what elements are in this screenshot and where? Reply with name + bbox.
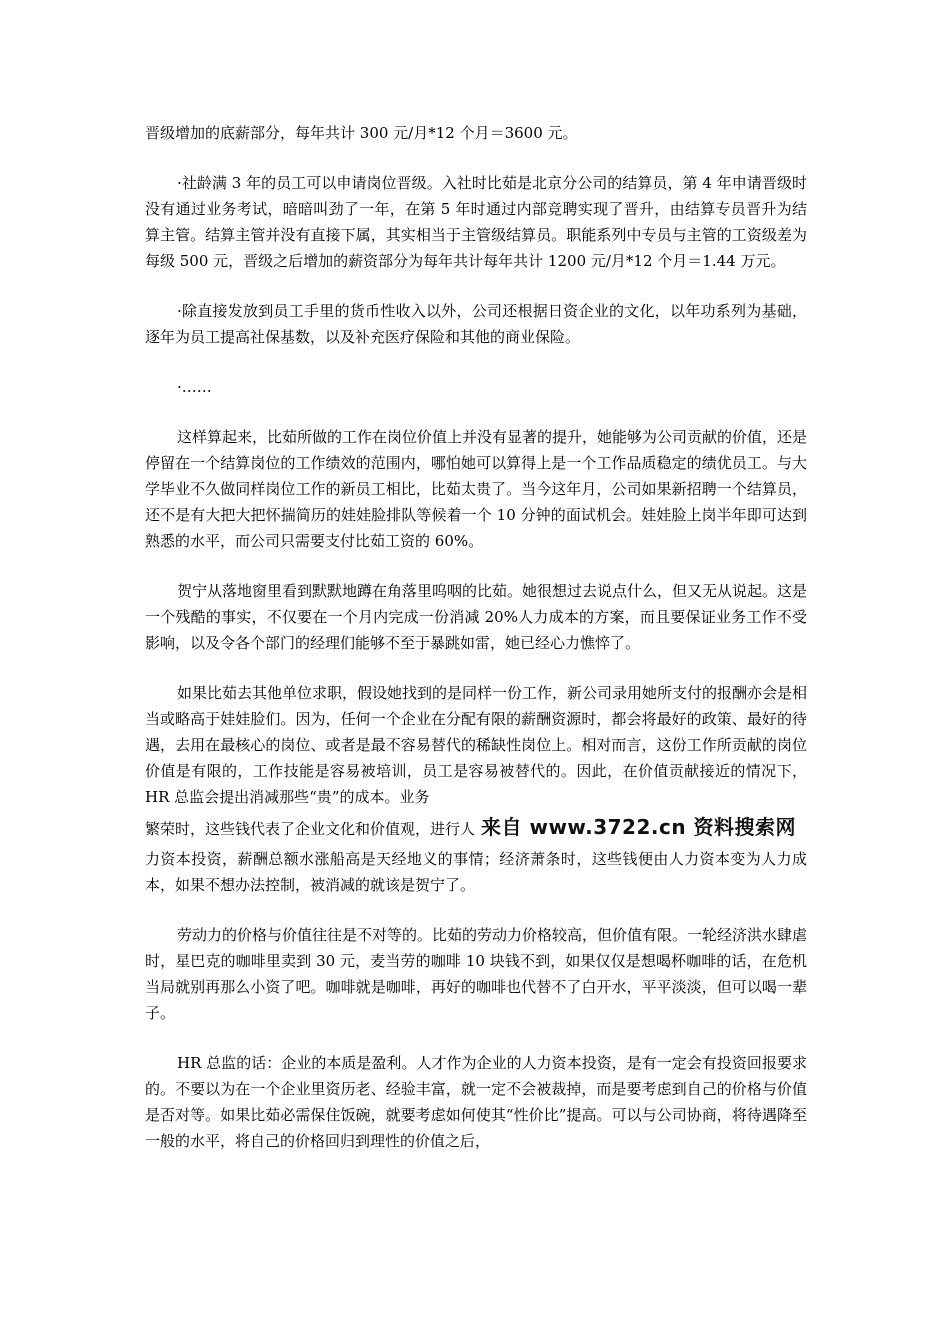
paragraph-base-salary-summary: 晋级增加的底薪部分，每年共计 300 元/月*12 个月＝3600 元。 xyxy=(145,124,578,142)
watermark-line xyxy=(145,812,807,842)
source-watermark: 来自 www.3722.cn 资料搜索网 xyxy=(481,815,797,839)
paragraph-job-market-text: 如果比茹去其他单位求职，假设她找到的是同样一份工作，新公司录用她所支付的报酬亦会是相当或略高于娃娃脸们。因为，任何一个企业在分配有限的薪酬资源时，都会将最好的政策、最好的待遇，去用在最核心的岗位、或者是最不容易替代的稀缺性岗位上。相对而言，这份工作所贡献的岗位价值是有限的，工作技能是容易被培训，员工是容易被替代的。因此，在价值贡献接近的情况下，HR 总监会提出消减那些“贵”的成本。业务 xyxy=(145,684,808,806)
paragraph-hr-director-comment: HR 总监的话：企业的本质是盈利。人才作为企业的人力资本投资，是有一定会有投资回报要求的。不要以为在一个企业里资历老、经验丰富，就一定不会被裁掉，而是要考虑到自己的价格与价值是否对等。如果比茹必需保住饭碗，就要考虑如何使其“性价比”提高。可以与公司协商，将待遇降至一般的水平，将自己的价格回归到理性的价值之后， xyxy=(145,1054,807,1150)
paragraph-job-market-continued: 繁荣时，这些钱代表了企业文化和价值观，进行人 xyxy=(145,820,476,838)
paragraph-position-promotion: ·社龄满 3 年的员工可以申请岗位晋级。入社时比茹是北京分公司的结算员，第 4 年申请晋级时没有通过业务考试，暗暗叫劲了一年，在第 5 年时通过内部竞聘实现了晋升，由结算专员晋升为结算主管。结算主管并没有直接下属，其实相当于主管级结算员。职能系列中专员与主管的工资级差为每级 500 元，晋级之后增加的薪资部分为每年共计每年共计 1200 元/月*12 个月＝1.44 万元。 xyxy=(145,174,807,270)
paragraph-job-market-end: 力资本投资，薪酬总额水涨船高是天经地义的事情；经济萧条时，这些钱便由人力资本变为人力成本，如果不想办法控制，被消减的就该是贺宁了。 xyxy=(145,850,807,894)
paragraph-non-monetary-benefits: ·除直接发放到员工手里的货币性收入以外，公司还根据日资企业的文化，以年功系列为基础，逐年为员工提高社保基数，以及补充医疗保险和其他的商业保险。 xyxy=(145,302,807,346)
paragraph-job-market xyxy=(145,680,807,810)
paragraph-ellipsis-bullet: ·…… xyxy=(177,378,212,396)
paragraph-he-ning-observes: 贺宁从落地窗里看到默默地蹲在角落里呜咽的比茹。她很想过去说点什么，但又无从说起。这是一个残酷的事实，不仅要在一个月内完成一份消减 20%人力成本的方案，而且要保证业务工作不受影响，以及令各个部门的经理们能够不至于暴跳如雷，她已经心力憔悴了。 xyxy=(145,582,808,652)
document-page xyxy=(145,120,807,1178)
paragraph-price-vs-value: 劳动力的价格与价值往往是不对等的。比茹的劳动力价格较高，但价值有限。一轮经济洪水肆虐时，星巴克的咖啡里卖到 30 元，麦当劳的咖啡 10 块钱不到，如果仅仅是想喝杯咖啡的话，在危机当局就别再那么小资了吧。咖啡就是咖啡，再好的咖啡也代替不了白开水，平平淡淡，但可以喝一辈子。 xyxy=(145,926,808,1022)
paragraph-value-analysis: 这样算起来，比茹所做的工作在岗位价值上并没有显著的提升，她能够为公司贡献的价值，还是停留在一个结算岗位的工作绩效的范围内，哪怕她可以算得上是一个工作品质稳定的绩优员工。与大学毕业不久做同样岗位工作的新员工相比，比茹太贵了。当今这年月，公司如果新招聘一个结算员，还不是有大把大把怀揣简历的娃娃脸排队等候着一个 10 分钟的面试机会。娃娃脸上岗半年即可达到熟悉的水平，而公司只需要支付比茹工资的 60%。 xyxy=(145,428,808,550)
